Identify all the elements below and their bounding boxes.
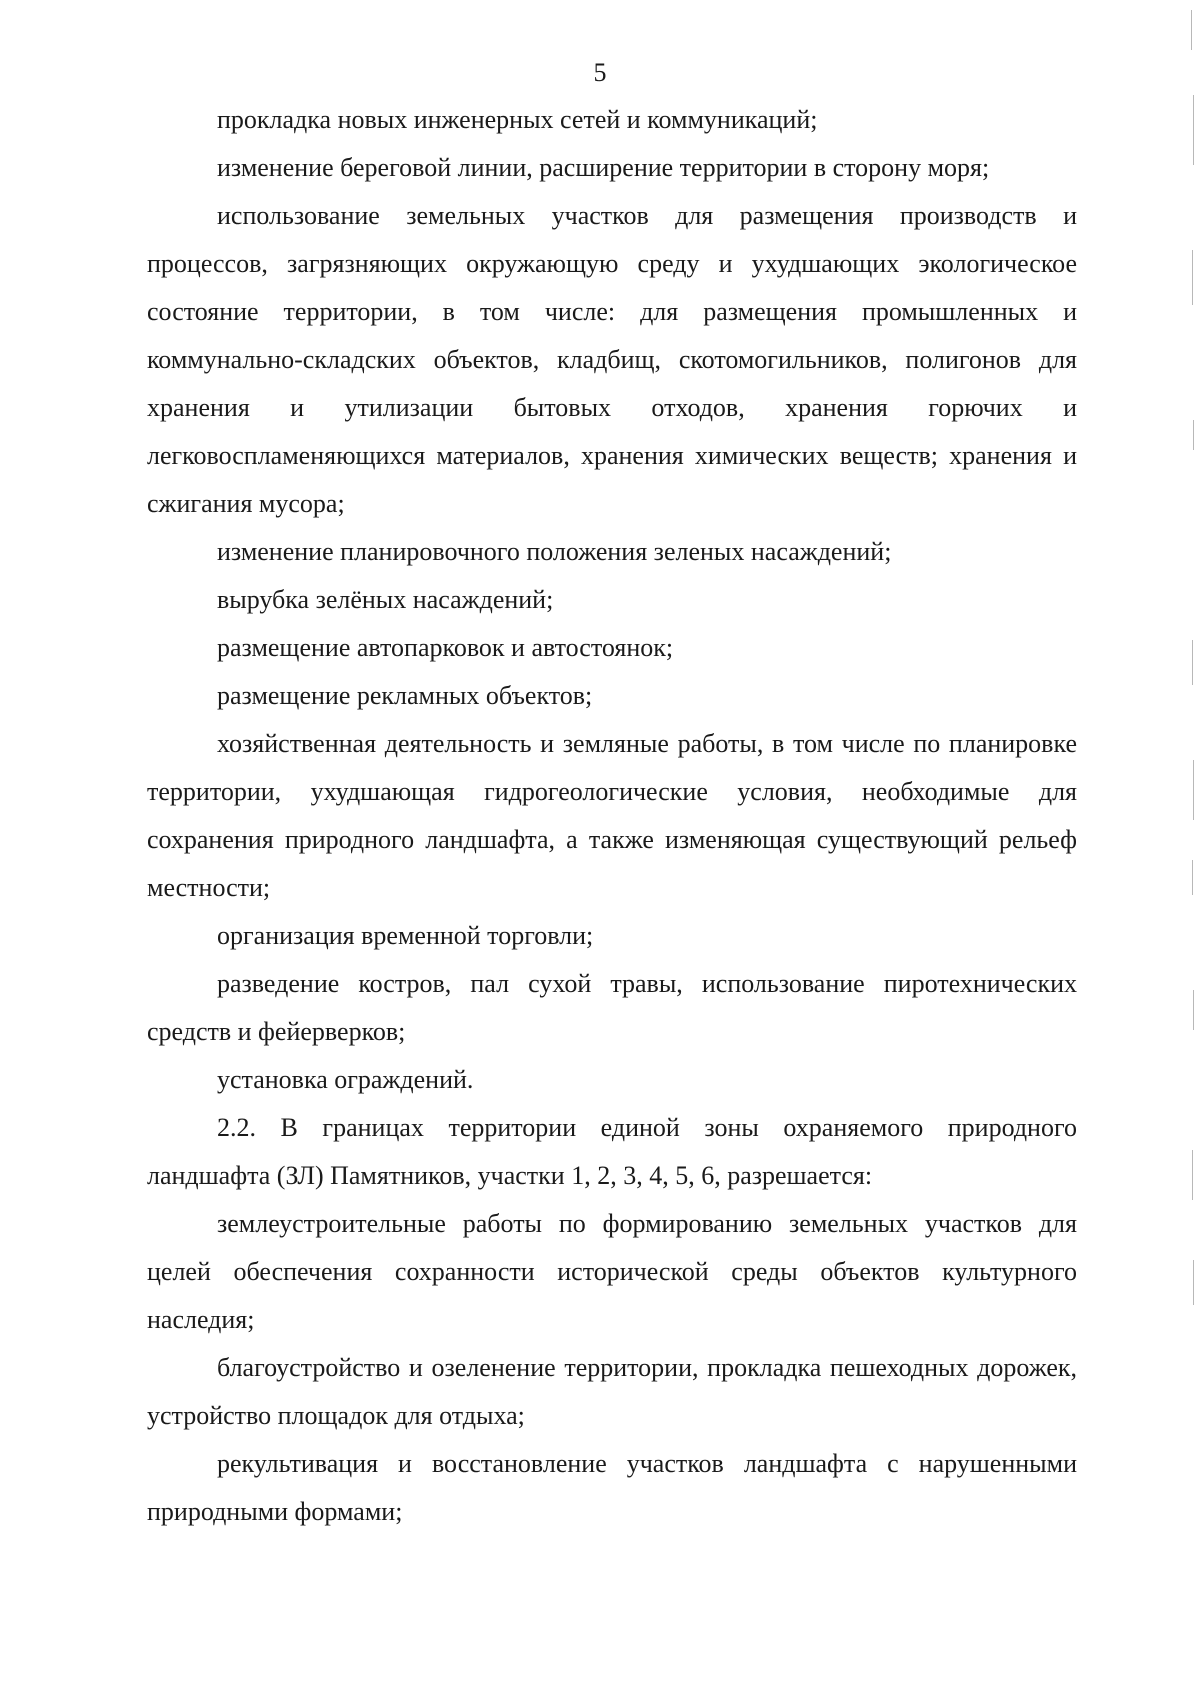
paragraph-6: размещение автопарковок и автостоянок; <box>217 633 674 662</box>
paragraph-10: разведение костров, пал сухой травы, использование пиротехнических средств и фейерверков; <box>147 969 1077 1046</box>
paragraph-13: землеустроительные работы по формированию земельных участков для целей обеспечения сохранности исторической среды объектов культурного наследия; <box>147 1209 1077 1334</box>
paragraph-1: прокладка новых инженерных сетей и коммуникаций; <box>217 105 818 134</box>
scan-edge-artifact <box>1176 0 1200 1696</box>
paragraph-4: изменение планировочного положения зеленых насаждений; <box>217 537 892 566</box>
page-number: 5 <box>593 58 607 87</box>
paragraph-3: использование земельных участков для размещения производств и процессов, загрязняющих окружающую среду и ухудшающих экологическое состояние территории, в том числе: для размещения промышленных и коммунально-складских объектов, кладбищ, скотомогильников, полигонов для хранения и утилизации бытовых отходов, хранения горючих и легковоспламеняющихся материалов, хранения химических веществ; хранения и сжигания мусора; <box>147 201 1077 518</box>
paragraph-8: хозяйственная деятельность и земляные работы, в том числе по планировке территории, ухудшающая гидрогеологические условия, необходимые для сохранения природного ландшафта, а также изменяющая существующий рельеф местности; <box>147 729 1077 902</box>
paragraph-11: установка ограждений. <box>217 1065 474 1094</box>
paragraph-14: благоустройство и озеленение территории, прокладка пешеходных дорожек, устройство площадок для отдыха; <box>147 1353 1077 1430</box>
document-body <box>147 96 1077 1536</box>
paragraph-15: рекультивация и восстановление участков ландшафта с нарушенными природными формами; <box>147 1449 1077 1526</box>
paragraph-7: размещение рекламных объектов; <box>217 681 593 710</box>
paragraph-5: вырубка зелёных насаждений; <box>217 585 554 614</box>
paragraph-2: изменение береговой линии, расширение территории в сторону моря; <box>217 153 990 182</box>
paragraph-9: организация временной торговли; <box>217 921 594 950</box>
paragraph-12: 2.2. В границах территории единой зоны охраняемого природного ландшафта (ЗЛ) Памятников, участки 1, 2, 3, 4, 5, 6, разрешается: <box>147 1113 1077 1190</box>
